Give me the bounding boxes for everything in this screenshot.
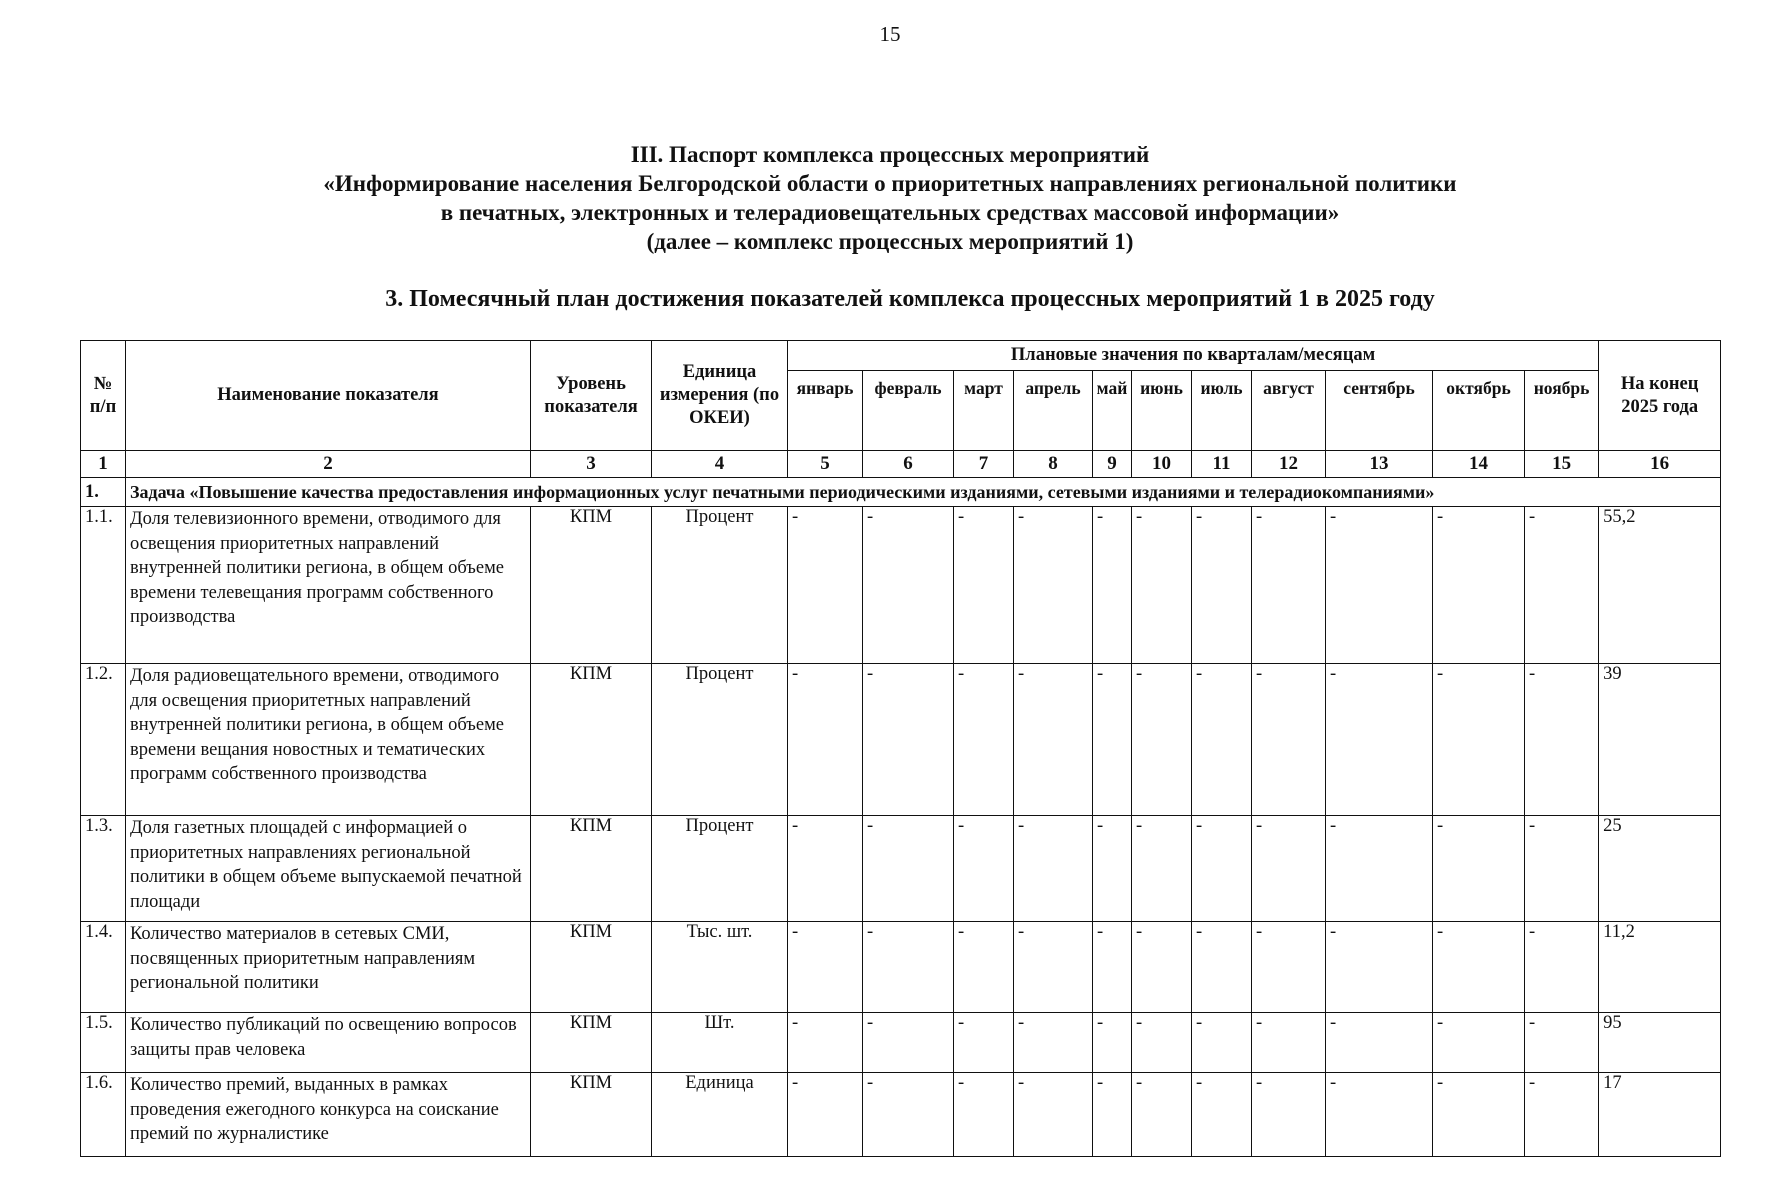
indicators-table <box>80 340 1721 1157</box>
col-header-planned: Плановые значения по кварталам/месяцам <box>788 341 1599 371</box>
monthly-value: - <box>1014 664 1093 816</box>
task-number: 1. <box>81 478 126 507</box>
table-row <box>81 664 1721 816</box>
monthly-value: - <box>1252 507 1326 664</box>
column-number: 14 <box>1433 451 1525 478</box>
monthly-value: - <box>1326 922 1433 1013</box>
task-title: Задача «Повышение качества предоставления информационных услуг печатными периодическими изданиями, сетевыми изданиями и телерадиокомпаниями» <box>126 478 1721 507</box>
monthly-value: - <box>1192 1073 1252 1157</box>
monthly-value: - <box>1192 507 1252 664</box>
monthly-value: - <box>1252 664 1326 816</box>
monthly-value: - <box>863 922 954 1013</box>
monthly-value: - <box>954 664 1014 816</box>
column-number: 3 <box>531 451 652 478</box>
monthly-value: - <box>1433 1013 1525 1073</box>
monthly-value: - <box>1433 664 1525 816</box>
monthly-value: - <box>788 922 863 1013</box>
column-number: 6 <box>863 451 954 478</box>
monthly-value: - <box>954 507 1014 664</box>
monthly-value: - <box>788 507 863 664</box>
column-number: 11 <box>1192 451 1252 478</box>
monthly-value: - <box>788 816 863 922</box>
indicator-name: Количество публикаций по освещению вопросов защиты прав человека <box>126 1013 531 1073</box>
row-number: 1.1. <box>81 507 126 664</box>
monthly-value: - <box>1252 1073 1326 1157</box>
monthly-value: - <box>1093 1013 1132 1073</box>
row-number: 1.5. <box>81 1013 126 1073</box>
monthly-value: - <box>863 1013 954 1073</box>
monthly-value: - <box>1433 507 1525 664</box>
row-number: 1.2. <box>81 664 126 816</box>
column-number: 16 <box>1599 451 1721 478</box>
monthly-value: - <box>1093 507 1132 664</box>
row-number: 1.6. <box>81 1073 126 1157</box>
indicator-unit: Единица <box>652 1073 788 1157</box>
monthly-value: - <box>1326 816 1433 922</box>
column-number: 13 <box>1326 451 1433 478</box>
monthly-value: - <box>1014 922 1093 1013</box>
indicator-unit: Процент <box>652 816 788 922</box>
monthly-value: - <box>863 816 954 922</box>
monthly-value: - <box>1093 922 1132 1013</box>
column-number: 4 <box>652 451 788 478</box>
monthly-value: - <box>1014 1073 1093 1157</box>
indicator-name: Количество премий, выданных в рамках проведения ежегодного конкурса на соискание премий по журналистике <box>126 1073 531 1157</box>
column-number: 15 <box>1525 451 1599 478</box>
section-title: 3. Помесячный план достижения показателей комплекса процессных мероприятий 1 в 2025 году <box>385 286 1435 312</box>
heading-line-4: (далее – комплекс процессных мероприятий 1) <box>646 229 1134 254</box>
table-row <box>81 1013 1721 1073</box>
monthly-value: - <box>1192 816 1252 922</box>
col-header-unit: Единица измерения (по ОКЕИ) <box>652 341 788 451</box>
column-number-row <box>81 451 1721 478</box>
monthly-value: - <box>1132 664 1192 816</box>
indicator-name: Доля радиовещательного времени, отводимого для освещения приоритетных направлений внутренней политики региона, в общем объеме времени вещания новостных и тематических программ собственного производства <box>126 664 531 816</box>
monthly-value: - <box>1525 507 1599 664</box>
monthly-value: - <box>1326 507 1433 664</box>
monthly-value: - <box>954 1073 1014 1157</box>
month-header: май <box>1093 371 1132 451</box>
monthly-value: - <box>1252 1013 1326 1073</box>
heading-line-2: «Информирование населения Белгородской области о приоритетных направлениях региональной политики <box>323 171 1457 196</box>
table-row <box>81 1073 1721 1157</box>
indicator-name: Количество материалов в сетевых СМИ, посвященных приоритетным направлениям региональной политики <box>126 922 531 1013</box>
indicator-unit: Шт. <box>652 1013 788 1073</box>
final-value: 95 <box>1599 1013 1721 1073</box>
monthly-value: - <box>1014 816 1093 922</box>
monthly-value: - <box>1433 922 1525 1013</box>
final-value: 55,2 <box>1599 507 1721 664</box>
indicator-unit: Процент <box>652 664 788 816</box>
monthly-value: - <box>1132 507 1192 664</box>
monthly-value: - <box>1093 816 1132 922</box>
monthly-value: - <box>1525 922 1599 1013</box>
monthly-value: - <box>954 1013 1014 1073</box>
monthly-value: - <box>1326 664 1433 816</box>
column-number: 5 <box>788 451 863 478</box>
column-number: 9 <box>1093 451 1132 478</box>
indicator-level: КПМ <box>531 664 652 816</box>
month-header: январь <box>788 371 863 451</box>
indicator-level: КПМ <box>531 922 652 1013</box>
monthly-value: - <box>863 1073 954 1157</box>
monthly-value: - <box>1326 1013 1433 1073</box>
month-header: октябрь <box>1433 371 1525 451</box>
month-header: апрель <box>1014 371 1093 451</box>
column-number: 7 <box>954 451 1014 478</box>
monthly-value: - <box>1132 1013 1192 1073</box>
monthly-value: - <box>1433 816 1525 922</box>
monthly-value: - <box>1093 1073 1132 1157</box>
monthly-value: - <box>954 922 1014 1013</box>
column-number: 2 <box>126 451 531 478</box>
monthly-value: - <box>1192 664 1252 816</box>
month-header: июль <box>1192 371 1252 451</box>
indicator-unit: Процент <box>652 507 788 664</box>
monthly-value: - <box>788 664 863 816</box>
indicator-level: КПМ <box>531 816 652 922</box>
monthly-value: - <box>954 816 1014 922</box>
task-row <box>81 478 1721 507</box>
indicator-level: КПМ <box>531 507 652 664</box>
monthly-value: - <box>1132 922 1192 1013</box>
indicator-unit: Тыс. шт. <box>652 922 788 1013</box>
monthly-value: - <box>1132 1073 1192 1157</box>
month-header: июнь <box>1132 371 1192 451</box>
table-row <box>81 507 1721 664</box>
row-number: 1.3. <box>81 816 126 922</box>
monthly-value: - <box>863 664 954 816</box>
month-header: август <box>1252 371 1326 451</box>
indicator-name: Доля газетных площадей с информацией о приоритетных направлениях региональной политики в общем объеме выпускаемой печатной площади <box>126 816 531 922</box>
header-row <box>81 341 1721 371</box>
col-header-num: № п/п <box>81 341 126 451</box>
monthly-value: - <box>1192 922 1252 1013</box>
monthly-value: - <box>1252 922 1326 1013</box>
monthly-value: - <box>788 1013 863 1073</box>
indicator-name: Доля телевизионного времени, отводимого для освещения приоритетных направлений внутренней политики региона, в общем объеме времени телевещания программ собственного производства <box>126 507 531 664</box>
col-header-final: На конец 2025 года <box>1599 341 1721 451</box>
monthly-value: - <box>1252 816 1326 922</box>
page-number: 15 <box>879 22 901 46</box>
monthly-value: - <box>1192 1013 1252 1073</box>
month-header: март <box>954 371 1014 451</box>
column-number: 8 <box>1014 451 1093 478</box>
monthly-value: - <box>1014 1013 1093 1073</box>
final-value: 39 <box>1599 664 1721 816</box>
monthly-value: - <box>1525 664 1599 816</box>
column-number: 10 <box>1132 451 1192 478</box>
month-header: ноябрь <box>1525 371 1599 451</box>
table-row <box>81 922 1721 1013</box>
table-row <box>81 816 1721 922</box>
final-value: 25 <box>1599 816 1721 922</box>
monthly-value: - <box>1433 1073 1525 1157</box>
monthly-value: - <box>1132 816 1192 922</box>
monthly-value: - <box>1093 664 1132 816</box>
final-value: 17 <box>1599 1073 1721 1157</box>
document-heading <box>0 140 1780 256</box>
month-header: февраль <box>863 371 954 451</box>
monthly-value: - <box>1326 1073 1433 1157</box>
monthly-value: - <box>788 1073 863 1157</box>
col-header-level: Уровень показателя <box>531 341 652 451</box>
monthly-value: - <box>863 507 954 664</box>
column-number: 1 <box>81 451 126 478</box>
final-value: 11,2 <box>1599 922 1721 1013</box>
month-header: сентябрь <box>1326 371 1433 451</box>
monthly-value: - <box>1525 816 1599 922</box>
monthly-value: - <box>1525 1073 1599 1157</box>
column-number: 12 <box>1252 451 1326 478</box>
monthly-value: - <box>1014 507 1093 664</box>
indicator-level: КПМ <box>531 1073 652 1157</box>
row-number: 1.4. <box>81 922 126 1013</box>
heading-line-3: в печатных, электронных и телерадиовещательных средствах массовой информации» <box>440 200 1340 225</box>
col-header-name: Наименование показателя <box>126 341 531 451</box>
indicator-level: КПМ <box>531 1013 652 1073</box>
monthly-value: - <box>1525 1013 1599 1073</box>
heading-line-1: III. Паспорт комплекса процессных мероприятий <box>630 142 1150 167</box>
